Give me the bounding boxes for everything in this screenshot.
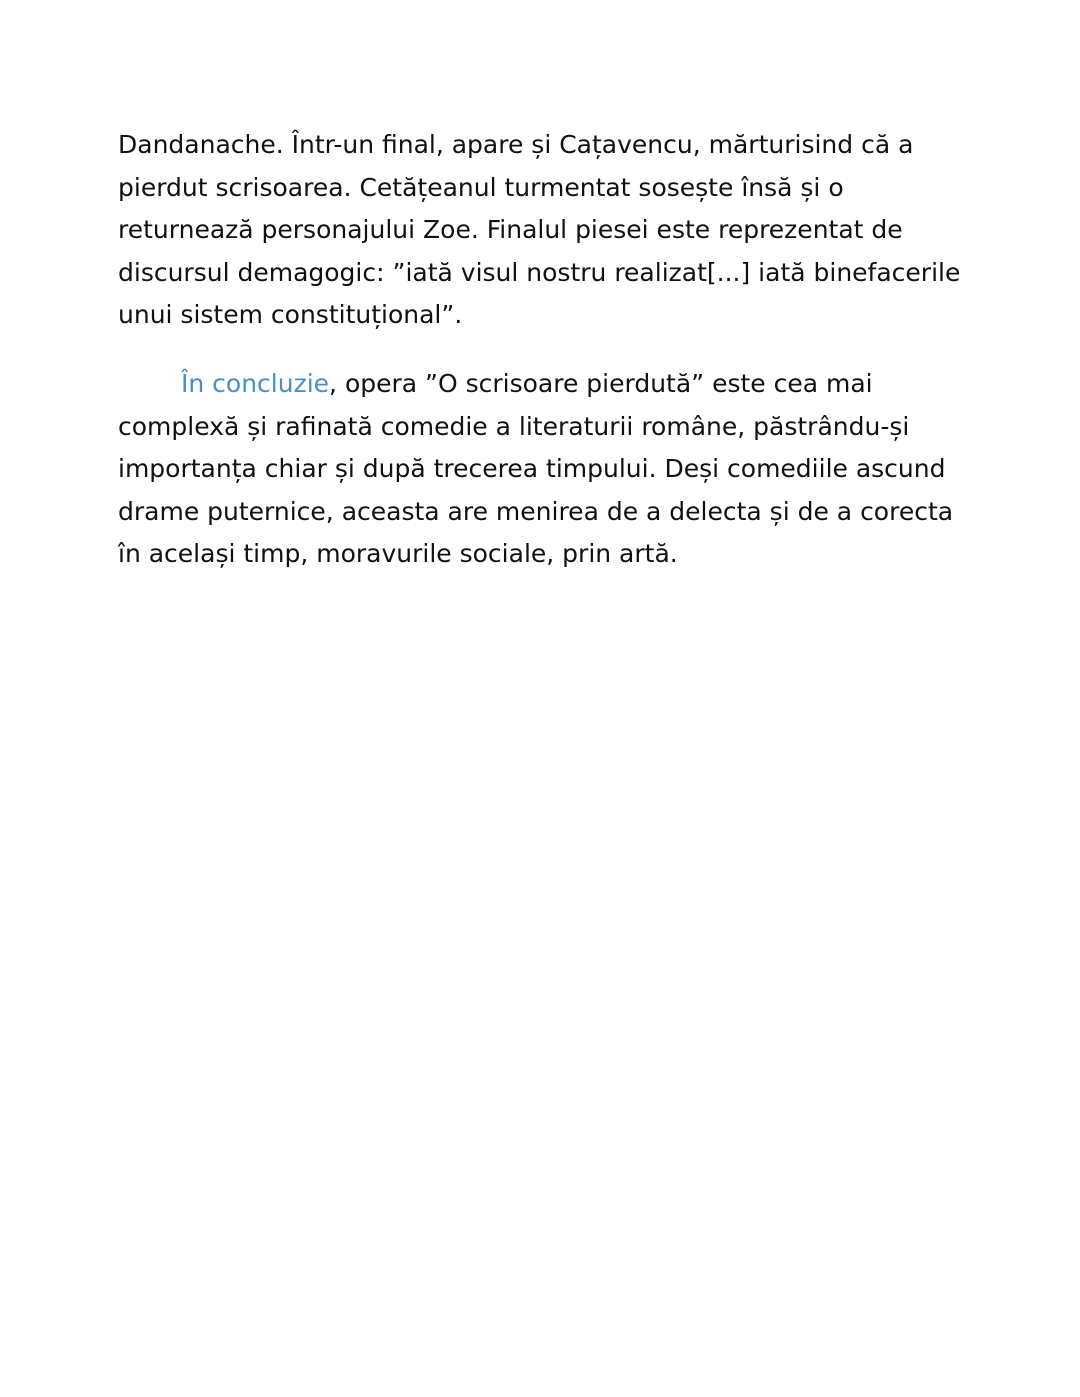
paragraph-line: drame puternice, aceasta are menirea de a delecta și de a corecta <box>118 496 954 526</box>
paragraph-line: returnează personajului Zoe. Finalul piesei este reprezentat de <box>118 215 903 244</box>
paragraph-line: unui sistem constituțional”. <box>118 300 463 329</box>
paragraph-line: Dandanache. Într-un final, apare și Cațavencu, mărturisind că a <box>118 130 914 159</box>
conclusion-highlight: În concluzie <box>181 369 330 398</box>
paragraph-line-first <box>118 363 978 406</box>
paragraph-line: pierdut scrisoarea. Cetățeanul turmentat sosește însă și o <box>118 172 844 202</box>
paragraph-line: importanța chiar și după trecerea timpului. Deși comediile ascund <box>118 454 946 483</box>
paragraph-line: complexă și rafinată comedie a literaturii române, păstrându-și <box>118 411 910 441</box>
paragraph-line: în același timp, moravurile sociale, prin artă. <box>118 539 678 568</box>
paragraph-line-rest: , opera ”O scrisoare pierdută” este cea mai <box>329 369 873 398</box>
paragraph-final-scene <box>118 124 978 337</box>
paragraph-conclusion <box>118 363 978 576</box>
paragraph-line: discursul demagogic: ”iată visul nostru realizat[...] iată binefacerile <box>118 257 961 287</box>
